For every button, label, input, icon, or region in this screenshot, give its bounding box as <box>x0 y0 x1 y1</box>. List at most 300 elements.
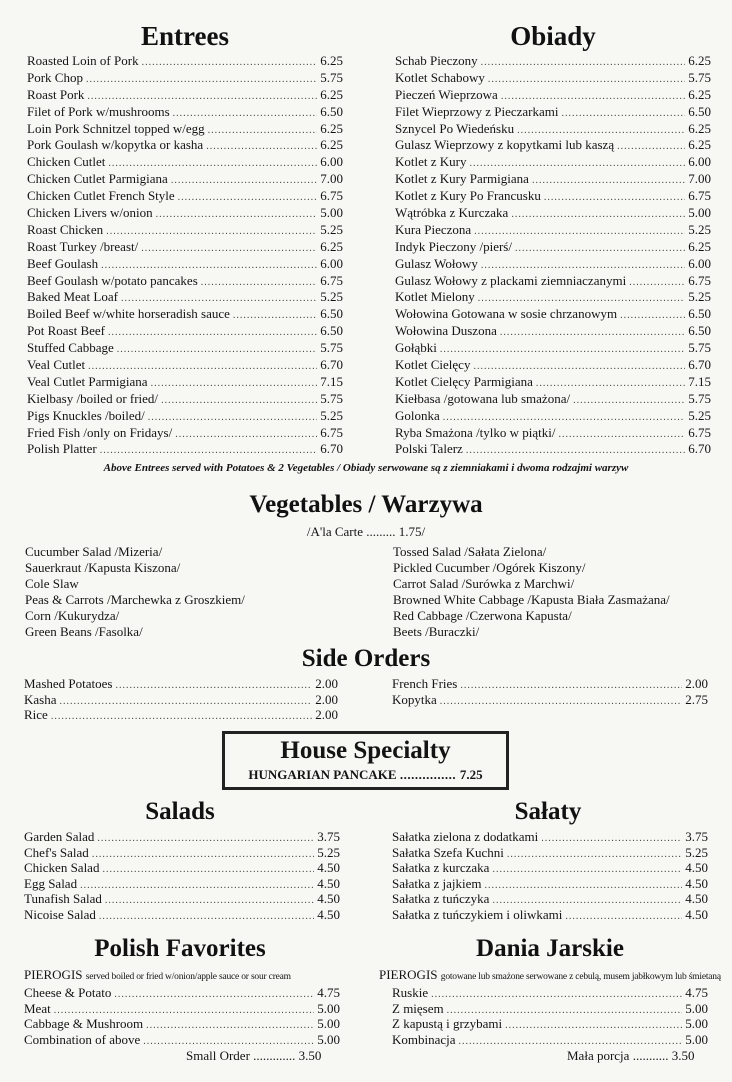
obiady-item-name: Kotlet Schabowy <box>395 69 485 85</box>
obiady-item <box>395 323 711 340</box>
entree-item <box>27 188 343 205</box>
salad-item-leader <box>99 909 314 925</box>
side-order-item-pl-price: 2.00 <box>685 676 708 691</box>
obiady-item-price: 6.00 <box>688 154 711 170</box>
entree-item-leader <box>100 443 318 460</box>
salad-item-name: Chef's Salad <box>24 844 89 860</box>
entree-item-leader <box>178 190 318 207</box>
mala-porcja-price: 3.50 <box>671 1048 695 1063</box>
vegetables-left-list <box>25 544 365 640</box>
house-specialty-item <box>225 766 506 784</box>
favorite-item-price: 4.75 <box>317 985 340 1000</box>
salad-item-name: Egg Salad <box>24 875 78 891</box>
obiady-item-price: 5.00 <box>688 205 711 221</box>
favorite-item-leader <box>143 1034 314 1050</box>
side-order-item-price: 2.00 <box>315 676 338 691</box>
salaty-item-price: 4.50 <box>685 875 708 891</box>
salad-item <box>24 907 340 923</box>
obiady-item <box>395 289 711 306</box>
entree-item-price: 6.00 <box>320 154 343 170</box>
vegetable-item-pl: Pickled Cucumber /Ogórek Kiszony/ <box>393 560 586 575</box>
obiady-item-price: 6.50 <box>688 323 711 339</box>
favorite-item-price: 5.00 <box>317 1016 340 1031</box>
favorite-item-leader <box>146 1018 314 1034</box>
favorite-item <box>24 1001 340 1017</box>
entree-item <box>27 222 343 239</box>
entree-item-name: Roast Pork <box>27 86 85 102</box>
salaty-item-name: Sałatka Szefa Kuchni <box>392 844 504 860</box>
obiady-item <box>395 205 711 222</box>
obiady-item-leader <box>440 342 685 359</box>
salaty-item-name: Sałatka zielona z dodatkami <box>392 829 539 844</box>
side-orders-left-list <box>24 676 338 723</box>
salaty-item <box>392 829 708 845</box>
entree-item-leader <box>151 376 318 393</box>
entree-item <box>27 87 343 104</box>
salaty-item <box>392 891 708 907</box>
obiady-item <box>395 408 711 425</box>
entree-item-name: Veal Cutlet Parmigiana <box>27 373 148 389</box>
favorite-item <box>24 1032 340 1048</box>
obiady-item-price: 6.50 <box>688 306 711 322</box>
obiady-item-leader <box>466 443 685 460</box>
salaty-list <box>392 829 708 922</box>
obiady-item-name: Wołowina Duszona <box>395 323 497 339</box>
salad-item-leader <box>102 862 314 878</box>
favorite-item-name: Cabbage & Mushroom <box>24 1016 144 1031</box>
entree-item-name: Pigs Knuckles /boiled/ <box>27 407 145 423</box>
side-order-item-leader <box>115 678 312 694</box>
side-order-item-name: Kasha <box>24 691 57 707</box>
vegetable-item-pl: Tossed Salad /Sałata Zielona/ <box>393 544 547 559</box>
favorite-item-price: 5.00 <box>317 1031 340 1047</box>
obiady-item-price: 6.75 <box>688 424 711 440</box>
obiady-item-leader <box>511 207 685 224</box>
entree-item <box>27 273 343 290</box>
entree-item-price: 6.50 <box>320 323 343 339</box>
obiady-item-leader <box>629 275 685 292</box>
obiady-item-name: Gulasz Wołowy <box>395 255 478 271</box>
obiady-item-name: Kotlet z Kury Po Francusku <box>395 188 541 204</box>
favorite-item-name: Combination of above <box>24 1031 141 1047</box>
side-order-item <box>24 692 338 708</box>
entree-item-name: Loin Pork Schnitzel topped w/egg <box>27 120 205 136</box>
salad-item-price: 3.75 <box>317 829 340 844</box>
obiady-item <box>395 374 711 391</box>
obiady-item-price: 5.25 <box>688 221 711 237</box>
jarskie-item <box>392 1032 708 1048</box>
salaty-item-name: Sałatka z tuńczykiem i oliwkami <box>392 906 563 922</box>
salad-item <box>24 891 340 907</box>
salaty-item-price: 4.50 <box>685 860 708 875</box>
salaty-item-price: 4.50 <box>685 906 708 922</box>
salad-item <box>24 845 340 861</box>
jarskie-item <box>392 985 708 1001</box>
obiady-item <box>395 188 711 205</box>
pierogis-note-pl: gotowane lub smażone serwowane z cebulą, musem jabłkowym lub śmietaną <box>440 972 721 982</box>
entree-item <box>27 374 343 391</box>
entree-item-price: 5.75 <box>320 390 343 406</box>
vegetable-item-pl: Red Cabbage /Czerwona Kapusta/ <box>393 608 572 623</box>
salad-item <box>24 876 340 892</box>
obiady-item-leader <box>532 173 685 190</box>
obiady-item-price: 6.25 <box>688 53 711 68</box>
entree-item-price: 5.75 <box>320 69 343 85</box>
entree-item-name: Veal Cutlet <box>27 357 86 373</box>
entree-item-leader <box>201 275 317 292</box>
vegetable-item-pl: Carrot Salad /Surówka z Marchwi/ <box>393 576 575 591</box>
obiady-item-price: 6.75 <box>688 272 711 288</box>
side-order-item-pl-leader <box>460 678 682 694</box>
vegetable-item: Cole Slaw <box>25 576 79 591</box>
obiady-item <box>395 137 711 154</box>
obiady-item <box>395 256 711 273</box>
obiady-item-leader <box>481 55 686 72</box>
entree-item-price: 5.00 <box>320 205 343 221</box>
vegetable-item: Cucumber Salad /Mizeria/ <box>25 544 163 559</box>
vegetables-subtitle: /A'la Carte ......... 1.75/ <box>306 524 426 539</box>
entree-item-price: 6.70 <box>320 357 343 373</box>
entree-item <box>27 53 343 70</box>
obiady-item-leader <box>488 72 685 89</box>
obiady-item <box>395 53 711 70</box>
salaty-item-name: Sałatka z kurczaka <box>392 860 490 875</box>
salaty-item-price: 3.75 <box>685 829 708 844</box>
pierogis-label: PIEROGIS <box>24 967 83 982</box>
obiady-item <box>395 391 711 408</box>
jarskie-item-leader <box>431 987 682 1003</box>
side-order-item-pl <box>392 692 708 708</box>
dania-jarskie-list <box>392 985 708 1047</box>
entree-item-price: 6.25 <box>320 53 343 68</box>
entrees-heading: Entrees <box>141 21 229 51</box>
obiady-item-price: 5.75 <box>688 390 711 406</box>
obiady-item-name: Kotlet z Kury <box>395 154 467 170</box>
obiady-item-price: 6.25 <box>688 137 711 153</box>
entree-item-name: Roast Chicken <box>27 221 104 237</box>
salaty-item-name: Sałatka z tuńczyka <box>392 891 490 906</box>
obiady-item-price: 6.75 <box>688 188 711 204</box>
vegetables-heading: Vegetables / Warzywa <box>249 491 483 518</box>
favorite-item <box>24 1016 340 1032</box>
entree-item <box>27 171 343 188</box>
obiady-item-name: Kiełbasa /gotowana lub smażona/ <box>395 390 571 406</box>
obiady-item-price: 6.00 <box>688 255 711 271</box>
jarskie-item-price: 5.00 <box>685 1031 708 1047</box>
obiady-item-name: Kotlet z Kury Parmigiana <box>395 171 529 187</box>
obiady-item-leader <box>515 241 685 258</box>
salad-item-price: 4.50 <box>317 906 340 922</box>
obiady-item-leader <box>544 190 685 207</box>
obiady-item-name: Kotlet Cielęcy Parmigiana <box>395 373 533 389</box>
obiady-item-leader <box>620 308 685 325</box>
entree-item-name: Beef Goulash <box>27 255 99 271</box>
obiady-item-name: Wołowina Gotowana w sosie chrzanowym <box>395 306 618 322</box>
obiady-item-name: Kotlet Cielęcy <box>395 357 471 373</box>
entree-item-name: Pot Roast Beef <box>27 323 105 339</box>
salaty-item-leader <box>507 847 682 863</box>
entree-item-price: 5.25 <box>320 407 343 423</box>
obiady-item-name: Kotlet Mielony <box>395 289 475 305</box>
entree-item <box>27 306 343 323</box>
side-order-item-price: 2.00 <box>315 691 338 707</box>
salaty-item <box>392 860 708 876</box>
jarskie-item-name: Z mięsem <box>392 1000 444 1016</box>
obiady-item-price: 5.75 <box>688 340 711 356</box>
house-specialty-item-name: HUNGARIAN PANCAKE <box>248 767 397 782</box>
obiady-item-price: 5.25 <box>688 407 711 423</box>
vegetable-item: Green Beans /Fasolka/ <box>25 624 143 639</box>
entree-item <box>27 391 343 408</box>
obiady-item-name: Schab Pieczony <box>395 53 478 68</box>
vegetable-item-pl: Browned White Cabbage /Kapusta Biała Zasmażana/ <box>393 592 670 607</box>
entree-item-leader <box>161 393 317 410</box>
salaty-item-leader <box>541 831 682 847</box>
jarskie-item-name: Ruskie <box>392 985 429 1000</box>
entree-item-name: Chicken Cutlet French Style <box>27 188 175 204</box>
favorite-item-leader <box>114 987 314 1003</box>
entree-item-name: Polish Platter <box>27 441 97 457</box>
salad-item-leader <box>92 847 314 863</box>
entree-item-leader <box>233 308 317 325</box>
salads-heading: Salads <box>145 798 215 825</box>
entree-item-leader <box>108 325 317 342</box>
side-orders-heading: Side Orders <box>301 645 431 672</box>
obiady-item-leader <box>500 325 685 342</box>
side-order-item-name: Mashed Potatoes <box>24 676 113 691</box>
salad-item-price: 4.50 <box>317 891 340 906</box>
entree-item-price: 6.50 <box>320 306 343 322</box>
salaty-item-name: Sałatka z jajkiem <box>392 875 482 891</box>
jarskie-item-price: 5.00 <box>685 1016 708 1031</box>
obiady-item <box>395 104 711 121</box>
polish-favorites-heading: Polish Favorites <box>94 935 266 962</box>
entree-item-leader <box>86 72 317 89</box>
salaty-item <box>392 845 708 861</box>
entree-item-price: 5.25 <box>320 221 343 237</box>
obiady-item <box>395 441 711 458</box>
entree-item-leader <box>148 410 318 427</box>
entree-item-name: Fried Fish /only on Fridays/ <box>27 424 173 440</box>
salaty-item-leader <box>492 862 682 878</box>
entree-item-price: 6.75 <box>320 424 343 440</box>
entree-item <box>27 425 343 442</box>
entree-item-price: 6.70 <box>320 441 343 457</box>
entree-item-name: Chicken Cutlet <box>27 154 106 170</box>
pierogis-label-pl: PIEROGIS <box>379 967 438 982</box>
side-order-item-pl-leader <box>440 694 682 710</box>
entrees-list <box>27 53 343 458</box>
obiady-item <box>395 239 711 256</box>
obiady-item-name: Sznycel Po Wiedeńsku <box>395 120 515 136</box>
entree-item-leader <box>171 173 317 190</box>
entree-item <box>27 239 343 256</box>
obiady-item <box>395 222 711 239</box>
entree-item-price: 6.25 <box>320 86 343 102</box>
jarskie-item-leader <box>459 1034 683 1050</box>
entree-item-price: 7.15 <box>320 373 343 389</box>
obiady-item-name: Kura Pieczona <box>395 221 472 237</box>
obiady-item-name: Pieczeń Wieprzowa <box>395 86 498 102</box>
entree-item-price: 5.75 <box>320 340 343 356</box>
obiady-item <box>395 121 711 138</box>
entree-item-price: 6.25 <box>320 238 343 254</box>
obiady-item-leader <box>617 139 685 156</box>
entree-item <box>27 121 343 138</box>
salaty-item <box>392 907 708 923</box>
entree-item <box>27 357 343 374</box>
obiady-item <box>395 70 711 87</box>
entree-item-name: Roasted Loin of Pork <box>27 53 139 68</box>
obiady-item-name: Indyk Pieczony /pierś/ <box>395 238 512 254</box>
obiady-item-name: Golonka <box>395 407 440 423</box>
obiady-item-name: Gołąbki <box>395 340 437 356</box>
salads-list <box>24 829 340 922</box>
small-order-dots: ............. <box>253 1048 299 1063</box>
jarskie-item-price: 4.75 <box>685 985 708 1000</box>
obiady-item-price: 6.50 <box>688 103 711 119</box>
salaty-item-leader <box>565 909 682 925</box>
dania-jarskie-heading: Dania Jarskie <box>476 935 624 962</box>
side-order-item-leader <box>60 694 313 710</box>
obiady-item-leader <box>573 393 685 410</box>
obiady-item <box>395 87 711 104</box>
salad-item-price: 5.25 <box>317 844 340 860</box>
obiady-item <box>395 171 711 188</box>
jarskie-item <box>392 1016 708 1032</box>
obiady-list <box>395 53 711 458</box>
entree-item-leader <box>206 139 317 156</box>
favorite-item-price: 5.00 <box>317 1000 340 1016</box>
obiady-item <box>395 357 711 374</box>
obiady-item-price: 7.15 <box>688 373 711 389</box>
entree-item <box>27 340 343 357</box>
side-order-item-pl-price: 2.75 <box>685 691 708 707</box>
entrees-note: Above Entrees served with Potatoes & 2 Vegetables / Obiady serwowane są z ziemniakami i dwoma rodzajmi warzyw <box>103 462 629 474</box>
obiady-item-name: Gulasz Wołowy z plackami ziemniaczanymi <box>395 272 627 288</box>
entree-item-leader <box>208 123 318 140</box>
favorite-item <box>24 985 340 1001</box>
obiady-item <box>395 340 711 357</box>
jarskie-item-name: Kombinacja <box>392 1031 456 1047</box>
entree-item-name: Baked Meat Loaf <box>27 289 118 305</box>
pierogis-note: served boiled or fried w/onion/apple sauce or sour cream <box>85 972 291 982</box>
side-order-item-price: 2.00 <box>315 707 338 722</box>
dania-jarskie-small-order <box>567 1048 708 1064</box>
obiady-item-price: 6.70 <box>688 357 711 373</box>
salad-item-name: Tunafish Salad <box>24 891 102 906</box>
obiady-item-price: 6.25 <box>688 120 711 136</box>
entree-item-leader <box>141 241 317 258</box>
favorite-item-name: Meat <box>24 1000 51 1016</box>
entree-item-price: 6.00 <box>320 255 343 271</box>
side-order-item-pl <box>392 676 708 692</box>
side-order-item-pl-name: French Fries <box>392 676 458 691</box>
salad-item <box>24 860 340 876</box>
entree-item-name: Chicken Livers w/onion <box>27 205 153 221</box>
salaty-item <box>392 876 708 892</box>
obiady-item-price: 6.25 <box>688 86 711 102</box>
entree-item-name: Chicken Cutlet Parmigiana <box>27 171 168 187</box>
obiady-item-price: 6.70 <box>688 441 711 457</box>
salad-item-price: 4.50 <box>317 875 340 891</box>
entree-item-name: Beef Goulash w/potato pancakes <box>27 272 198 288</box>
side-order-item <box>24 707 338 723</box>
salad-item-name: Garden Salad <box>24 829 95 844</box>
salaty-item-leader <box>485 878 683 894</box>
house-specialty-dots: ............... <box>399 767 460 782</box>
entree-item <box>27 205 343 222</box>
entree-item-leader <box>142 55 318 72</box>
obiady-item <box>395 306 711 323</box>
salad-item-name: Nicoise Salad <box>24 906 96 922</box>
entree-item <box>27 104 343 121</box>
salaty-heading: Sałaty <box>514 798 582 825</box>
vegetable-item: Sauerkraut /Kapusta Kiszona/ <box>25 560 181 575</box>
small-order-price: 3.50 <box>298 1048 322 1063</box>
entree-item-name: Kielbasy /boiled or fried/ <box>27 390 159 406</box>
entree-item-price: 6.75 <box>320 188 343 204</box>
entree-item <box>27 70 343 87</box>
salaty-item-price: 5.25 <box>685 844 708 860</box>
salaty-item-price: 4.50 <box>685 891 708 906</box>
house-specialty-heading: House Specialty <box>280 737 451 764</box>
jarskie-item-name: Z kapustą i grzybami <box>392 1016 503 1031</box>
obiady-item-price: 5.25 <box>688 289 711 305</box>
entree-item-name: Roast Turkey /breast/ <box>27 238 139 254</box>
vegetable-item: Corn /Kukurydza/ <box>25 608 120 623</box>
entree-item-leader <box>117 342 317 359</box>
entree-item <box>27 289 343 306</box>
salad-item-price: 4.50 <box>317 860 340 875</box>
house-specialty-price: 7.25 <box>459 767 483 782</box>
entree-item-name: Stuffed Cabbage <box>27 340 114 356</box>
vegetable-item: Peas & Carrots /Marchewka z Groszkiem/ <box>25 592 245 607</box>
obiady-item-price: 6.25 <box>688 238 711 254</box>
salad-item-leader <box>97 831 314 847</box>
entree-item-price: 7.00 <box>320 171 343 187</box>
entree-item-name: Pork Chop <box>27 69 83 85</box>
entree-item <box>27 408 343 425</box>
obiady-item <box>395 425 711 442</box>
entree-item-leader <box>156 207 318 224</box>
obiady-item-leader <box>561 106 685 123</box>
jarskie-item-price: 5.00 <box>685 1000 708 1016</box>
obiady-item <box>395 273 711 290</box>
salad-item-leader <box>105 893 314 909</box>
mala-porcja-label: Mała porcja <box>567 1048 630 1063</box>
salad-item <box>24 829 340 845</box>
polish-favorites-pierogis-line <box>24 967 344 983</box>
dania-jarskie-pierogis-line <box>379 967 719 983</box>
side-orders-right-list <box>392 676 708 707</box>
mala-porcja-dots: ........... <box>632 1048 672 1063</box>
obiady-item-name: Wątróbka z Kurczaka <box>395 205 509 221</box>
jarskie-item-leader <box>505 1018 682 1034</box>
side-order-item-name: Rice <box>24 707 48 722</box>
obiady-heading: Obiady <box>510 21 596 51</box>
side-order-item-pl-name: Kopytka <box>392 691 437 707</box>
obiady-item-name: Ryba Smażona /tylko w piątki/ <box>395 424 556 440</box>
entree-item-price: 6.25 <box>320 137 343 153</box>
polish-favorites-small-order <box>186 1048 340 1064</box>
house-specialty-box <box>222 731 509 790</box>
small-order-label: Small Order <box>186 1048 250 1063</box>
entree-item-name: Filet of Pork w/mushrooms <box>27 103 170 119</box>
entree-item-price: 6.25 <box>320 120 343 136</box>
obiady-item-name: Polski Talerz <box>395 441 463 457</box>
salad-item-name: Chicken Salad <box>24 860 100 875</box>
